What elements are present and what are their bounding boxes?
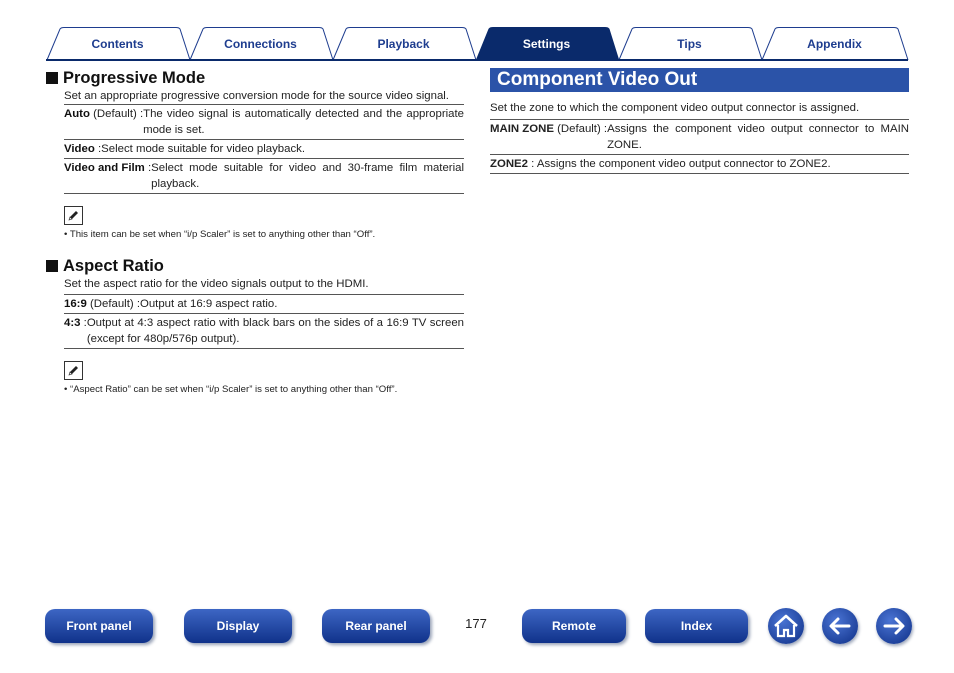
tab-playback[interactable] — [332, 27, 475, 60]
progressive-mode-title: Progressive Mode — [63, 69, 206, 87]
definition-suffix: : — [527, 158, 537, 170]
tab-appendix-label: Appendix — [807, 37, 862, 51]
definition-suffix: : — [144, 162, 152, 174]
definition-suffix: (Default) : — [86, 298, 140, 310]
definition-suffix: : — [80, 317, 87, 329]
pencil-icon — [64, 206, 83, 225]
progressive-mode-description: Set an appropriate progressive conversion mode for the source video signal. — [64, 90, 449, 102]
definition-row — [490, 154, 909, 174]
pencil-icon — [64, 361, 83, 380]
right-column — [490, 68, 909, 174]
tab-settings-label: Settings — [522, 37, 571, 51]
tab-playback-label: Playback — [377, 37, 430, 51]
definition-term: Auto — [64, 108, 90, 120]
progressive-mode-heading — [46, 68, 464, 88]
definition-text: Output at 4:3 aspect ratio with black bars on the sides of a 16:9 TV screen (except for 480p/576p output). — [86, 317, 464, 345]
definition-term: Video and Film — [64, 162, 145, 174]
tab-bar — [46, 27, 908, 61]
definition-text: Select mode suitable for video playback. — [101, 143, 306, 155]
tab-appendix[interactable] — [761, 27, 908, 60]
aspect-ratio-description: Set the aspect ratio for the video signals output to the HDMI. — [64, 278, 369, 290]
definition-text: The video signal is automatically detected and the appropriate mode is set. — [143, 108, 464, 136]
definition-suffix: (Default) : — [89, 108, 144, 120]
definition-row — [64, 313, 464, 349]
definition-text: Assigns the component video output connector to ZONE2. — [536, 158, 831, 170]
index-button[interactable]: Index — [645, 609, 748, 643]
arrow-left-icon[interactable] — [822, 608, 858, 644]
tab-tips-label: Tips — [677, 37, 702, 51]
rear-panel-button[interactable]: Rear panel — [322, 609, 430, 643]
definition-suffix: : — [94, 143, 102, 155]
tab-connections-label: Connections — [224, 37, 297, 51]
tab-contents-label: Contents — [91, 37, 144, 51]
display-button[interactable]: Display — [184, 609, 292, 643]
tab-connections[interactable] — [189, 27, 332, 60]
definition-row — [64, 294, 464, 313]
square-bullet-icon — [46, 260, 58, 272]
aspect-ratio-heading — [46, 256, 464, 276]
definition-row — [64, 158, 464, 194]
page-number: 177 — [465, 616, 487, 631]
remote-button[interactable]: Remote — [522, 609, 626, 643]
component-video-out-description: Set the zone to which the component video output connector is assigned. — [490, 102, 860, 114]
tab-contents[interactable] — [46, 27, 189, 60]
arrow-right-icon[interactable] — [876, 608, 912, 644]
aspect-ratio-title: Aspect Ratio — [63, 257, 164, 275]
tab-tips[interactable] — [618, 27, 761, 60]
definition-term: ZONE2 — [490, 158, 528, 170]
front-panel-button[interactable]: Front panel — [45, 609, 153, 643]
progressive-note: • This item can be set when “i/p Scaler” is set to anything other than “Off”. — [64, 229, 376, 240]
definition-row — [64, 139, 464, 158]
component-video-out-title: Component Video Out — [490, 68, 909, 92]
tab-settings[interactable] — [475, 27, 618, 60]
definition-suffix: (Default) : — [553, 123, 608, 135]
left-column — [46, 68, 464, 397]
square-bullet-icon — [46, 72, 58, 84]
home-icon[interactable] — [768, 608, 804, 644]
definition-term: Video — [64, 143, 95, 155]
definition-term: 16:9 — [64, 298, 87, 310]
definition-row — [490, 119, 909, 154]
definition-text: Assigns the component video output connector to MAIN ZONE. — [607, 123, 909, 151]
definition-row — [64, 104, 464, 139]
definition-text: Select mode suitable for video and 30-frame film material playback. — [151, 162, 464, 190]
tab-underline — [46, 59, 908, 61]
definition-term: MAIN ZONE — [490, 123, 554, 135]
definition-term: 4:3 — [64, 317, 81, 329]
aspect-note: • “Aspect Ratio” can be set when “i/p Scaler” is set to anything other than “Off”. — [64, 384, 398, 395]
definition-text: Output at 16:9 aspect ratio. — [139, 298, 278, 310]
